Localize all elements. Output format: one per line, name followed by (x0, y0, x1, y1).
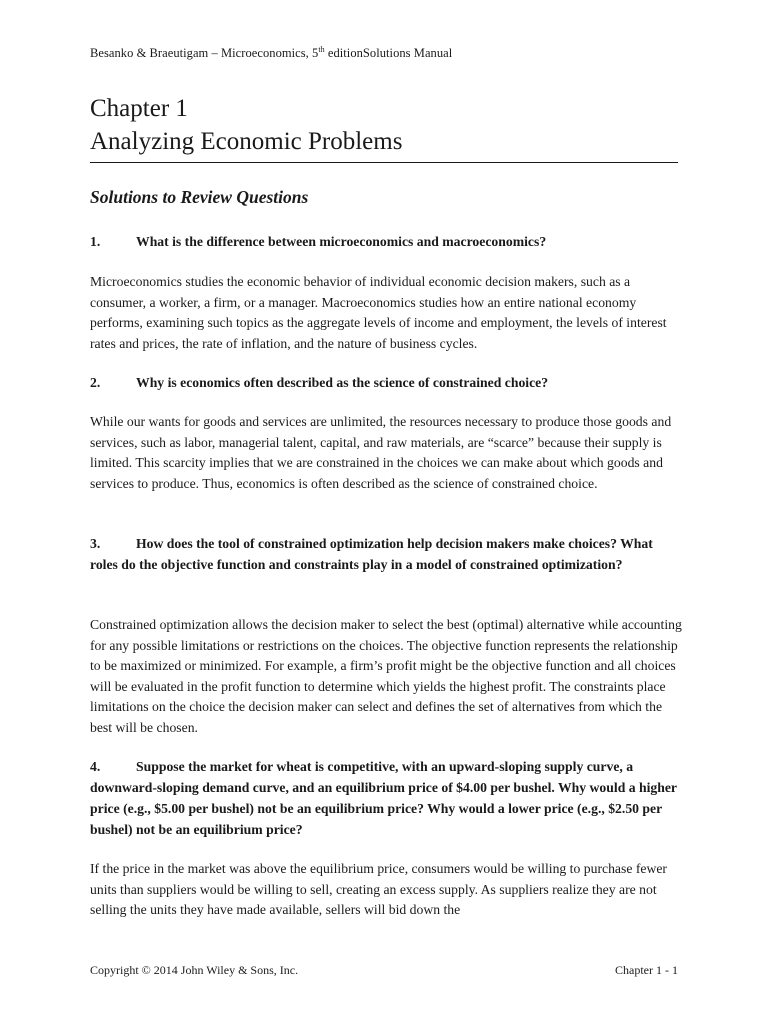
answer-text: Constrained optimization allows the decision maker to select the best (optimal) alternative while accounting for any possible limitations or restrictions on the choices. The objective function represents the relationship to be maximized or minimized. For example, a firm’s profit might be the objective function and all choices will be evaluated in the profit function to determine which yields the highest profit. The constraints place limitations on the choice the decision maker can select and defines the set of alternatives from which the best will be chosen. (90, 617, 682, 735)
title-divider (90, 162, 678, 163)
answer-1 (90, 272, 682, 354)
answer-2 (90, 412, 682, 494)
edition-ordinal-suffix: th (318, 45, 325, 54)
document-page (90, 0, 682, 1024)
question-1 (90, 231, 678, 252)
question-text: Suppose the market for wheat is competitive, with an upward-sloping supply curve, a downward-sloping demand curve, and an equilibrium price of $4.00 per bushel. Why would a higher price (e.g., $5.00 per bushel) not be an equilibrium price? Why would a lower price (e.g., $2.50 per bushel) not be an equilibrium price? (90, 759, 677, 837)
answer-text: If the price in the market was above the equilibrium price, consumers would be willing to purchase fewer units than suppliers would be willing to sell, creating an excess supply. As suppliers realize they are not selling the units they have made available, sellers will bid down the (90, 861, 667, 917)
chapter-number: Chapter 1 (90, 95, 188, 122)
answer-4 (90, 859, 682, 921)
footer-copyright: Copyright © 2014 John Wiley & Sons, Inc. (90, 963, 299, 977)
chapter-title: Analyzing Economic Problems (90, 128, 403, 155)
question-4 (90, 756, 678, 840)
question-text: What is the difference between microeconomics and macroeconomics? (136, 234, 547, 249)
question-text: Why is economics often described as the science of constrained choice? (136, 375, 549, 390)
running-header-text-end: editionSolutions Manual (324, 46, 453, 60)
question-text: How does the tool of constrained optimization help decision makers make choices? What roles do the objective function and constraints play in a model of constrained optimization? (90, 536, 653, 572)
question-2 (90, 372, 678, 393)
running-header (90, 46, 452, 61)
question-3 (90, 533, 678, 575)
question-number: 4. (90, 759, 101, 774)
footer-page-number: Chapter 1 - 1 (615, 963, 678, 977)
section-heading: Solutions to Review Questions (90, 187, 309, 207)
question-number: 1. (90, 234, 101, 249)
answer-text: Microeconomics studies the economic behavior of individual economic decision makers, such as a consumer, a worker, a firm, or a manager. Macroeconomics studies how an entire national economy performs, examining such topics as the aggregate levels of income and employment, the levels of interest rates and prices, the rate of inflation, and the nature of business cycles. (90, 274, 667, 351)
running-header-text: Besanko & Braeutigam – Microeconomics, 5 (90, 46, 319, 60)
answer-3 (90, 615, 682, 738)
question-number: 2. (90, 375, 101, 390)
question-number: 3. (90, 536, 101, 551)
answer-text: While our wants for goods and services are unlimited, the resources necessary to produce those goods and services, such as labor, managerial talent, capital, and raw materials, are “scarce” because their supply is limited. This scarcity implies that we are constrained in the choices we can make about which goods and services to produce. Thus, economics is often described as the science of constrained choice. (90, 414, 672, 491)
